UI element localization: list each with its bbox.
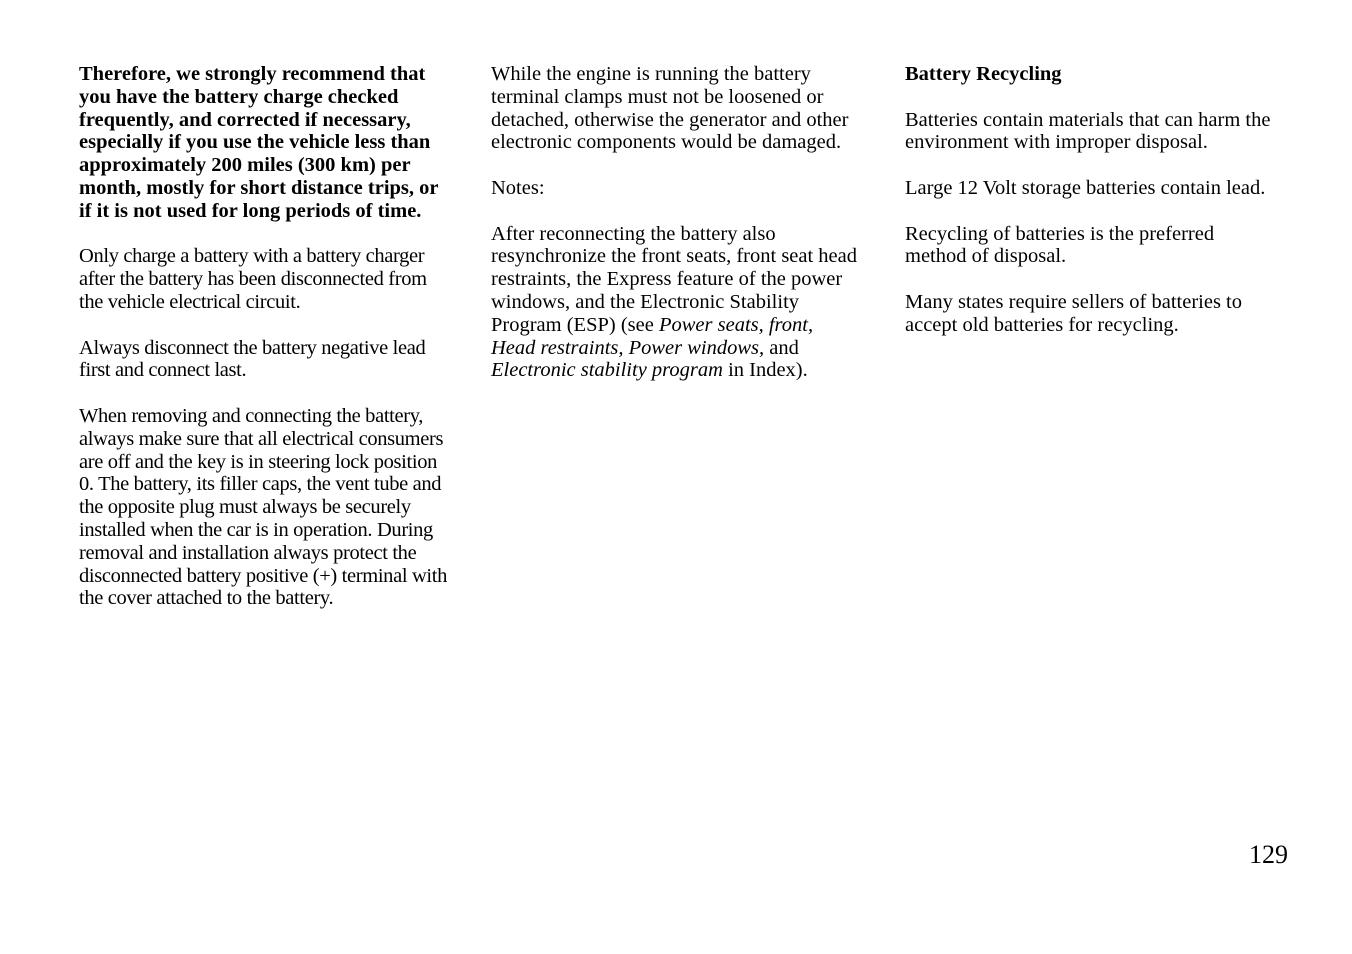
reference-esp: Electronic stability program — [491, 359, 723, 382]
recycling-paragraph-4: Many states require sellers of batteries to accept old batteries for recycling. — [905, 290, 1242, 336]
battery-charge-warning: Therefore, we strongly recommend that you have the battery charge checked frequently, and corrected if necessary, especially if you use the vehicle less than approximately 200 miles (300 km) per month, mostly for short distance trips, or if it is not used for long periods of time. — [79, 63, 439, 222]
reconnect-text: After reconnecting the battery also resynchronize the front seats, front seat head restraints, the Express feature of the power windows, and the Electronic Stability Program (ESP) (see — [491, 222, 858, 336]
middle-column — [491, 63, 861, 405]
recycling-paragraph-1: Batteries contain materials that can harm the environment with improper disposal. — [905, 108, 1271, 154]
reconnect-note — [491, 223, 861, 383]
removal-note: When removing and connecting the battery, always make sure that all electrical consumers are off and the key is in steering lock position 0. The battery, its filler caps, the vent tube and the opposite plug must always be securely installed when the car is in operation. During removal and installation always protect the disconnected battery positive (+) terminal with the cover attached to the battery. — [79, 404, 447, 610]
left-column — [79, 63, 447, 633]
reference-power-seats: Power seats, front, Head restraints, Power windows, — [491, 313, 814, 359]
section-heading: Battery Recycling — [905, 63, 1062, 85]
engine-running-note: While the engine is running the battery terminal clamps must not be loosened or detached, otherwise the generator and other electronic components would be damaged. — [491, 63, 849, 154]
index-text: in Index). — [722, 359, 808, 382]
and-text: and — [764, 336, 799, 359]
right-column — [905, 63, 1275, 359]
recycling-paragraph-3: Recycling of batteries is the preferred method of disposal. — [905, 222, 1215, 268]
notes-label: Notes: — [491, 176, 545, 199]
charger-note: Only charge a battery with a battery charger after the battery has been disconnected from the vehicle electrical circuit. — [79, 245, 427, 313]
disconnect-note: Always disconnect the battery negative lead first and connect last. — [79, 336, 426, 382]
page-number: 129 — [1249, 840, 1288, 869]
recycling-paragraph-2: Large 12 Volt storage batteries contain lead. — [905, 176, 1266, 199]
